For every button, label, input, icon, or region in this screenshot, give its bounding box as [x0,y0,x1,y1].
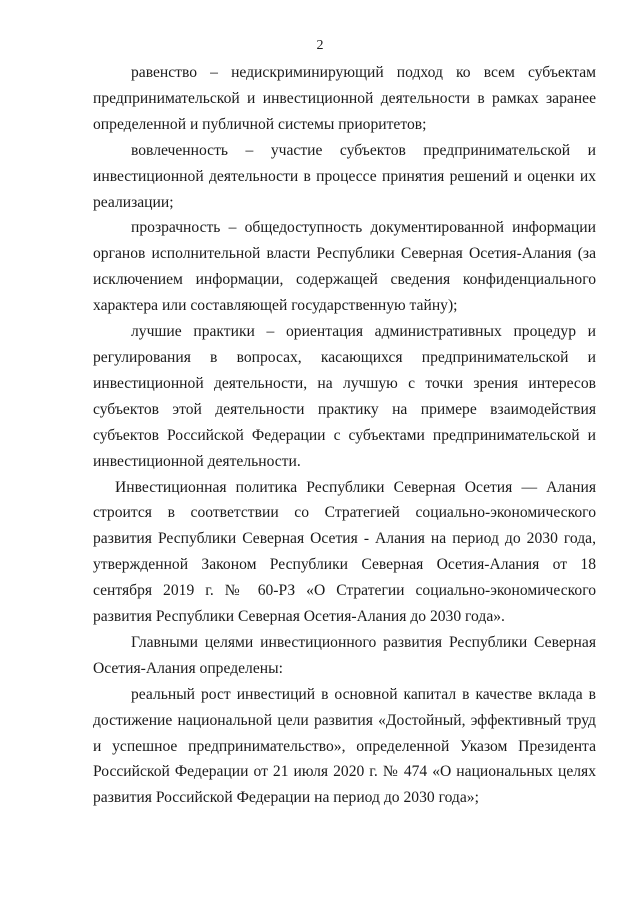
document-body [93,60,596,811]
paragraph-transparency: прозрачность – общедоступность документированной информации органов исполнительной власти Республики Северная Осетия-Алания (за исключением информации, содержащей сведения конфиденциального характера или составляющей государственную тайну); [93,219,596,315]
paragraph-equality: равенство – недискриминирующий подход ко всем субъектам предпринимательской и инвестиционной деятельности в рамках заранее определенной и публичной системы приоритетов; [93,64,596,133]
paragraph-main-goals: Главными целями инвестиционного развития Республики Северная Осетия-Алания определены: [93,633,596,677]
paragraph-investment-growth: реальный рост инвестиций в основной капитал в качестве вклада в достижение национальной цели развития «Достойный, эффективный труд и успешное предпринимательство», определенной Указом Президента Российской Федерации от 21 июля 2020 г. № 474 «О национальных целях развития Российской Федерации на период до 2030 года»; [93,685,596,807]
paragraph-best-practices: лучшие практики – ориентация административных процедур и регулирования в вопросах, касающихся предпринимательской и инвестиционной деятельности, на лучшую с точки зрения интересов субъектов этой деятельности практику на примере взаимодействия субъектов Российской Федерации с субъектами предпринимательской и инвестиционной деятельности. [93,323,596,470]
paragraph-investment-policy: Инвестиционная политика Республики Северная Осетия — Алания строится в соответствии со Стратегией социально-экономического развития Республики Северная Осетия - Алания на период до 2030 года, утвержденной Законом Республики Северная Осетия-Алания от 18 сентября 2019 г. № 60-РЗ «О Стратегии социально-экономического развития Республики Северная Осетия-Алания до 2030 года». [93,478,596,626]
paragraph-involvement: вовлеченность – участие субъектов предпринимательской и инвестиционной деятельности в процессе принятия решений и оценки их реализации; [93,141,596,211]
page-number: 2 [316,38,324,53]
